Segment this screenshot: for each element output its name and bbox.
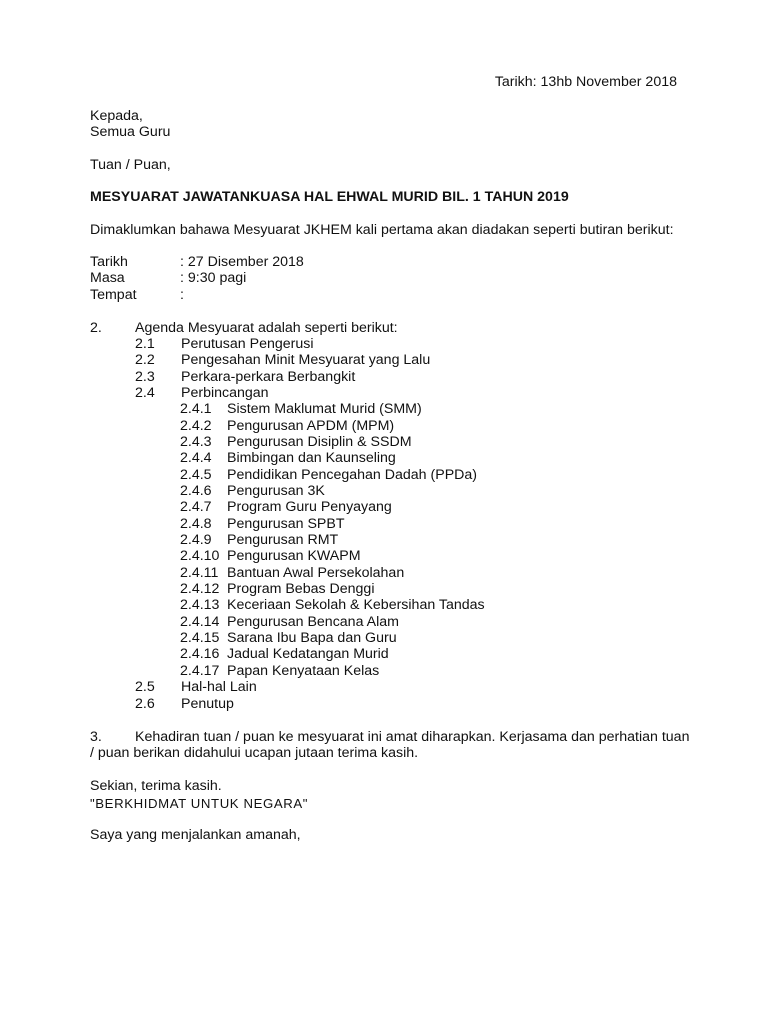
motto: "BERKHIDMAT UNTUK NEGARA"	[90, 796, 309, 811]
agenda-subitem-number: 2.4.3	[180, 434, 212, 450]
detail-row-time	[90, 270, 246, 287]
agenda-item-text: Perbincangan	[181, 385, 269, 401]
detail-row-date	[90, 254, 304, 271]
addressee-label: Kepada,	[90, 108, 143, 124]
agenda-subitem-number: 2.4.16	[180, 646, 220, 662]
agenda-subitem-number: 2.4.5	[180, 467, 212, 483]
agenda-subitem-text: Jadual Kedatangan Murid	[227, 646, 389, 662]
salutation: Tuan / Puan,	[90, 157, 171, 173]
agenda-item-text: Hal-hal Lain	[181, 679, 257, 695]
agenda-subitem-text: Program Guru Penyayang	[227, 499, 392, 515]
agenda-subitem-number: 2.4.14	[180, 614, 220, 630]
agenda-subitem-text: Pengurusan Bencana Alam	[227, 614, 399, 630]
agenda-item-number: 2.1	[135, 336, 155, 352]
agenda-subitem-number: 2.4.15	[180, 630, 220, 646]
agenda-subitem-text: Pendidikan Pencegahan Dadah (PPDa)	[227, 467, 478, 483]
agenda-subitem-text: Bimbingan dan Kaunseling	[227, 450, 396, 466]
addressee: Semua Guru	[90, 124, 171, 140]
closing-text: Sekian, terima kasih.	[90, 778, 222, 794]
agenda-item-text: Pengesahan Minit Mesyuarat yang Lalu	[181, 352, 431, 368]
agenda-subitem-number: 2.4.4	[180, 450, 212, 466]
agenda-subitem-text: Program Bebas Denggi	[227, 581, 375, 597]
agenda-item-text: Perkara-perkara Berbangkit	[181, 369, 356, 385]
detail-row-venue	[90, 287, 184, 304]
agenda-subitem-text: Pengurusan SPBT	[227, 516, 345, 532]
agenda-subitem-text: Sarana Ibu Bapa dan Guru	[227, 630, 397, 646]
section-number: 3.	[90, 729, 102, 745]
letter-date: Tarikh: 13hb November 2018	[494, 74, 677, 90]
detail-label: Tempat	[90, 287, 137, 303]
agenda-item-number: 2.3	[135, 369, 155, 385]
intro-paragraph: Dimaklumkan bahawa Mesyuarat JKHEM kali pertama akan diadakan seperti butiran berikut:	[90, 222, 674, 238]
agenda-item-number: 2.5	[135, 679, 155, 695]
agenda-subitem-number: 2.4.12	[180, 581, 220, 597]
section3-text: Kehadiran tuan / puan ke mesyuarat ini amat diharapkan. Kerjasama dan perhatian tuan	[135, 729, 690, 745]
agenda-subitem-text: Keceriaan Sekolah & Kebersihan Tandas	[227, 597, 485, 613]
agenda-subitem-text: Pengurusan RMT	[227, 532, 339, 548]
agenda-subitem-number: 2.4.10	[180, 548, 220, 564]
detail-value: : 9:30 pagi	[180, 270, 247, 286]
agenda-subitem-text: Bantuan Awal Persekolahan	[227, 565, 405, 581]
agenda-subitem-text: Pengurusan 3K	[227, 483, 325, 499]
agenda-subitem-text: Pengurusan KWAPM	[227, 548, 361, 564]
section-heading: Agenda Mesyuarat adalah seperti berikut:	[135, 320, 398, 336]
agenda-subitem-text: Pengurusan APDM (MPM)	[227, 418, 395, 434]
agenda-subitem-number: 2.4.9	[180, 532, 212, 548]
agenda-subitem-number: 2.4.1	[180, 401, 212, 417]
agenda-subitem-number: 2.4.17	[180, 663, 220, 679]
letter-subject: MESYUARAT JAWATANKUASA HAL EHWAL MURID BIL. 1 TAHUN 2019	[90, 189, 569, 205]
agenda-subitem-number: 2.4.13	[180, 597, 220, 613]
agenda-item-text: Perutusan Pengerusi	[181, 336, 314, 352]
detail-label: Tarikh	[90, 254, 128, 270]
agenda-subitem-number: 2.4.2	[180, 418, 212, 434]
agenda-item-number: 2.2	[135, 352, 155, 368]
section3-line1	[90, 729, 689, 746]
signoff: Saya yang menjalankan amanah,	[90, 827, 301, 843]
agenda-subitem-number: 2.4.7	[180, 499, 212, 515]
detail-value: :	[180, 287, 184, 303]
detail-value: : 27 Disember 2018	[180, 254, 304, 270]
agenda-subitem-text: Pengurusan Disiplin & SSDM	[227, 434, 412, 450]
detail-label: Masa	[90, 270, 125, 286]
section-number: 2.	[90, 320, 102, 336]
agenda-item-number: 2.6	[135, 696, 155, 712]
agenda-subitem-text: Sistem Maklumat Murid (SMM)	[227, 401, 422, 417]
agenda-item-text: Penutup	[181, 696, 234, 712]
agenda-subitem-text: Papan Kenyataan Kelas	[227, 663, 380, 679]
agenda-subitem-number: 2.4.6	[180, 483, 212, 499]
section3-line2: / puan berikan didahului ucapan jutaan terima kasih.	[90, 745, 419, 761]
agenda-subitem-number: 2.4.11	[180, 565, 219, 581]
agenda-subitem-number: 2.4.8	[180, 516, 212, 532]
agenda-item-number: 2.4	[135, 385, 155, 401]
